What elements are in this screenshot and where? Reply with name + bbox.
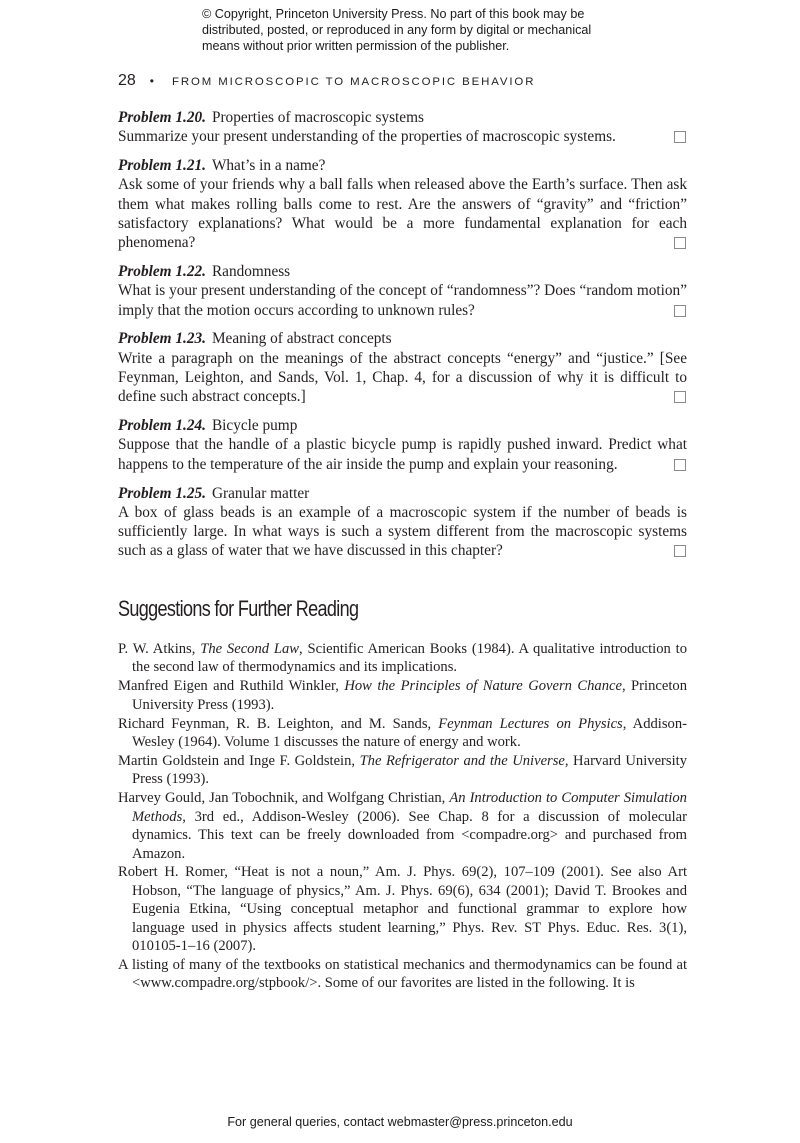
reference-title: The Refrigerator and the Universe (359, 752, 565, 769)
end-of-problem-square-icon (674, 391, 686, 403)
problem-body (118, 349, 687, 407)
problem-body (118, 503, 687, 561)
reference-item (118, 715, 687, 752)
reference-item (118, 956, 687, 993)
problem-label: Problem 1.24. (118, 417, 206, 435)
problem-title: Randomness (211, 263, 291, 281)
footer-contact: For general queries, contact webmaster@press.princeton.edu (227, 1115, 573, 1129)
reference-details: , Harvard University Press (1993). (132, 752, 687, 788)
problem-body (118, 175, 687, 252)
reference-title: The Second Law (200, 641, 300, 658)
problem-title: Properties of macroscopic systems (211, 109, 424, 126)
reference-authors: Harvey Gould, Jan Tobochnik, and Wolfgang Christian, (118, 790, 450, 807)
section-heading: Suggestions for Further Reading (118, 595, 359, 621)
problem-1-20 (118, 108, 687, 147)
reference-title: An Introduction to Computer Simulation Methods (132, 790, 687, 825)
problem-1-25 (118, 484, 687, 561)
reference-title: Feynman Lectures on Physics (438, 715, 623, 732)
problem-text: Write a paragraph on the meanings of the abstract concepts “energy” and “justice.” [See Feynman, Leighton, and Sands, Vol. 1, Chap. 4, for a discussion of why it is difficult to define such abstract concepts.] (118, 349, 687, 406)
problem-title: What’s in a name? (211, 157, 326, 175)
reference-authors: Martin Goldstein and Inge F. Goldstein, (118, 752, 360, 769)
page-content (118, 108, 687, 993)
reference-authors: Manfred Eigen and Ruthild Winkler, (118, 678, 345, 695)
reference-details: , 3rd ed., Addison-Wesley (2006). See Chap. 8 for a discussion of molecular dynamics. This text can be freely downloaded from <compadre.org> and purchased from Amazon. (132, 808, 687, 862)
reference-details: , Scientific American Books (1984). A qualitative introduction to the second law of thermodynamics and its implications. (132, 641, 687, 676)
problem-1-21 (118, 156, 687, 252)
problem-heading (118, 262, 687, 281)
end-of-problem-square-icon (674, 305, 686, 317)
problem-heading (118, 329, 687, 348)
end-of-problem-square-icon (674, 131, 686, 143)
problem-text: A box of glass beads is an example of a macroscopic system if the number of beads is sufficiently large. In what ways is such a system different from the macroscopic systems such as a glass of water that we have discussed in this chapter? (118, 503, 687, 560)
problem-heading (118, 416, 687, 435)
chapter-title: FROM MICROSCOPIC TO MACROSCOPIC BEHAVIOR (172, 76, 536, 88)
problem-heading (118, 156, 687, 175)
reference-details: , Addison-Wesley (1964). Volume 1 discusses the nature of energy and work. (132, 715, 687, 751)
problem-body (118, 435, 687, 474)
problem-label: Problem 1.20. (118, 109, 206, 126)
problem-body (118, 281, 687, 320)
problem-label: Problem 1.22. (118, 263, 206, 281)
problem-text: Summarize your present understanding of the properties of macroscopic systems. (118, 128, 616, 146)
problem-title: Bicycle pump (211, 417, 298, 435)
problem-heading (118, 484, 687, 503)
running-head (118, 72, 535, 90)
reference-list (118, 640, 687, 993)
reference-item (118, 640, 687, 677)
problem-label: Problem 1.21. (118, 157, 206, 175)
reference-details: , Princeton University Press (1993). (132, 678, 687, 713)
problem-label: Problem 1.25. (118, 484, 206, 502)
page-number: 28 (118, 72, 136, 89)
problem-text: Ask some of your friends why a ball falls when released above the Earth’s surface. Then ask them what makes rolling balls come to rest. Are the answers of “gravity” and “friction” satisfactory explanations? What would be a more fundamental explanation for each phenomena? (118, 176, 687, 252)
copyright-line: distributed, posted, or reproduced in any form by digital or mechanical (202, 23, 592, 37)
problem-label: Problem 1.23. (118, 330, 206, 348)
reference-authors: Richard Feynman, R. B. Leighton, and M. Sands, (118, 715, 439, 732)
bullet-separator: • (149, 74, 154, 88)
reference-text: Robert H. Romer, “Heat is not a noun,” Am. J. Phys. 69(2), 107–109 (2001). See also Art Hobson, “The language of physics,” Am. J. Phys. 69(6), 634 (2001); David T. Brookes and Eugenia Etkina, “Using conceptual metaphor and functional grammar to explore how language used in physics affects student learning,” Phys. Rev. ST Phys. Educ. Res. 3(1), 010105-1–16 (2007). (118, 864, 687, 955)
reference-authors: P. W. Atkins, (118, 641, 201, 658)
end-of-problem-square-icon (674, 459, 686, 471)
problem-text: Suppose that the handle of a plastic bicycle pump is rapidly pushed inward. Predict what happens to the temperature of the air inside the pump and explain your reasoning. (118, 436, 687, 473)
copyright-line: © Copyright, Princeton University Press. No part of this book may be (202, 7, 585, 21)
copyright-notice (202, 6, 622, 54)
problem-body (118, 127, 687, 146)
end-of-problem-square-icon (674, 237, 686, 249)
reference-item (118, 752, 687, 789)
reference-text: A listing of many of the textbooks on statistical mechanics and thermodynamics can be found at <www.compadre.org/stpbook/>. Some of our favorites are listed in the following. It is (118, 956, 687, 992)
problem-1-22 (118, 262, 687, 320)
reference-item (118, 863, 687, 955)
problem-heading (118, 108, 687, 127)
reference-item (118, 677, 687, 714)
problem-1-24 (118, 416, 687, 474)
copyright-line: means without prior written permission of the publisher. (202, 39, 510, 53)
reference-title: How the Principles of Nature Govern Chance (344, 678, 622, 695)
problem-title: Meaning of abstract concepts (211, 330, 392, 348)
problem-text: What is your present understanding of the concept of “randomness”? Does “random motion” imply that the motion occurs according to unknown rules? (118, 282, 687, 319)
reference-item (118, 789, 687, 863)
problem-title: Granular matter (211, 484, 310, 502)
problem-1-23 (118, 329, 687, 406)
end-of-problem-square-icon (674, 545, 686, 557)
